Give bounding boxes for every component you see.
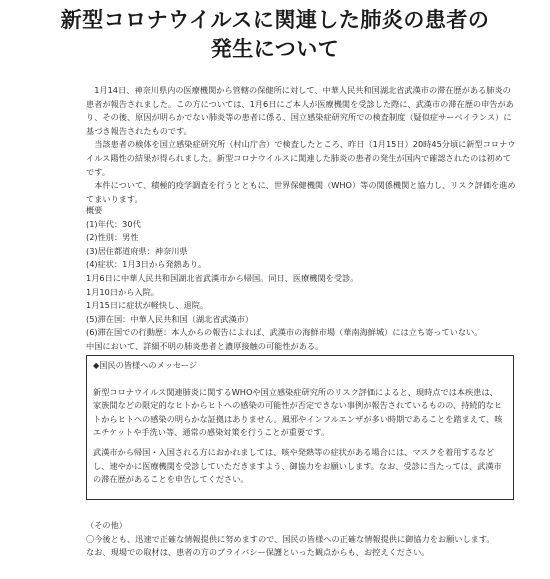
summary-item: 1月15日に症状が軽快し、退院。 <box>86 300 209 311</box>
intro-section <box>86 84 516 206</box>
summary-item: (3)居住都道府県：神奈川県 <box>86 245 188 256</box>
other-paragraph-2: なお、現場での取材は、患者の方のプライバシー保護といった観点からも、お控えください。 <box>86 547 430 558</box>
message-paragraph-2: 武漢市から帰国・入国される方におかれましては、咳や発熱等の症状がある場合には、マスクを着用するなどし、速やかに医療機関を受診していただきますよう、御協力をお願いします。なお、受診に当たっては、武漢市の滞在歴があることを申告してください。 <box>93 446 502 485</box>
page-title-line-1: 新型コロナウイルスに関連した肺炎の患者の <box>60 8 490 32</box>
summary-item: (6)滞在国での行動歴：本人からの報告によれば、武漢市の海鮮市場（華南海鮮城）には立ち寄っていない。 <box>86 327 483 338</box>
summary-item: (2)性別：男性 <box>86 232 139 243</box>
message-box-heading: ◆国民の皆様へのメッセージ <box>93 360 198 370</box>
summary-item: 1月6日に中華人民共和国湖北省武漢市から帰国。同日、医療機関を受診。 <box>86 272 359 283</box>
summary-item: (4)症状：1月3日から発熱あり。 <box>86 259 207 270</box>
intro-paragraph-2: 当該患者の検体を国立感染症研究所（村山庁舎）で検査したところ、昨日（1月15日）20時45分頃に新型コロナウイルス陽性の結果が得られました。新型コロナウイルスに関連した肺炎の患者の発生が国内で確認されたのは初めてです。 <box>86 139 516 177</box>
summary-heading: 概要 <box>86 205 103 215</box>
summary-section <box>86 204 516 354</box>
other-section <box>86 519 516 560</box>
summary-item: 1月10日から入院。 <box>86 286 159 297</box>
page-title-line-2: 発生について <box>210 37 340 61</box>
page-title <box>0 6 550 64</box>
summary-item: 中国において、詳細不明の肺炎患者と濃厚接触の可能性がある。 <box>86 340 324 351</box>
message-box <box>86 355 514 500</box>
other-paragraph-1: 〇今後とも、迅速で正確な情報提供に努めますので、国民の皆様への正確な情報提供に御協力をお願いします。 <box>86 533 495 544</box>
summary-item: (5)滞在国：中華人民共和国（湖北省武漢市） <box>86 313 254 324</box>
message-paragraph-1: 新型コロナウイルス関連肺炎に関するWHOや国立感染症研究所のリスク評価によると、現時点では本疾患は、家族間などの限定的なヒトからヒトへの感染の可能性が否定できない事例が報告されているものの、持続的なヒトからヒトへの感染の明らかな証拠はありません。風邪やインフルエンザが多い時期であることを踏まえて、咳エチケットや手洗い等、通常の感染対策を行うことが重要です。 <box>93 386 503 438</box>
intro-paragraph-3: 本件について、積極的疫学調査を行うとともに、世界保健機関（WHO）等の関係機関と協力し、リスク評価を進めてまいります。 <box>86 180 516 204</box>
summary-item: (1)年代：30代 <box>86 218 141 229</box>
other-heading: （その他） <box>86 520 127 530</box>
intro-paragraph-1: 1月14日、神奈川県内の医療機関から管轄の保健所に対して、中華人民共和国湖北省武漢市の滞在歴がある肺炎の患者が報告されました。この方については、1月6日にご本人が医療機関を受診した際に、武漢市の滞在歴の申告があり、その後、原因が明らかでない肺炎等の患者に係る、国立感染症研究所での検査制度（疑似症サーベイランス）に基づき報告されたものです。 <box>86 85 514 136</box>
